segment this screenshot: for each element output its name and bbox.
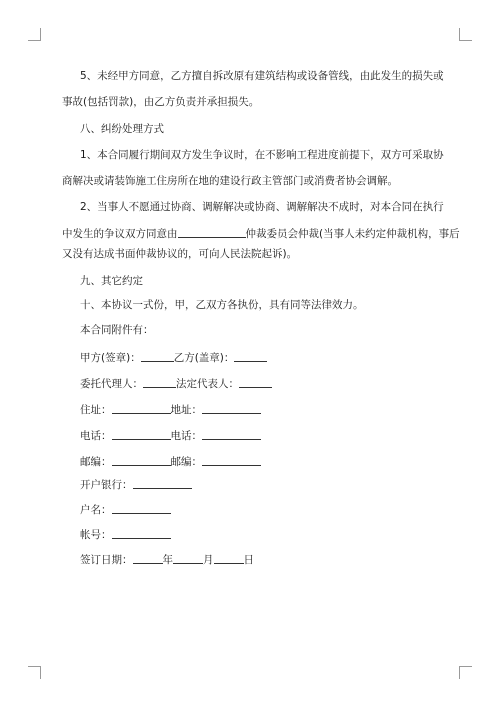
party-b-label: 乙方(盖章)： [173,352,235,364]
sign-date-row [80,552,254,567]
attachments-label: 本合同附件有： [80,324,154,336]
sign-date-label: 签订日期： [80,554,133,566]
agent-label: 委托代理人： [80,378,143,390]
day-blank[interactable] [214,552,244,564]
bank-blank[interactable] [133,477,192,489]
clause-8-2-line-3: 又没有达成书面仲裁协议的，可向人民法院起诉)。 [62,248,298,260]
month-label: 月 [203,554,214,566]
phone-label-b: 电话： [170,430,202,442]
clause-8-2-text-a: 中发生的争议双方同意由 [62,228,178,240]
section-9-title: 九、其它约定 [80,275,143,287]
phone-row [80,428,261,443]
clause-8-2-line-2 [62,226,460,241]
clause-8-1-line-2: 商解决或请装饰施工住房所在地的建设行政主管部门或消费者协会调解。 [62,175,398,187]
residence-label: 住址： [80,404,112,416]
postcode-label-b: 邮编： [170,456,202,468]
address-row [80,402,261,417]
account-no-label: 帐号： [80,529,112,541]
legal-rep-label: 法定代表人： [176,378,239,390]
address-label: 地址： [170,404,202,416]
clause-10: 十、本协议一式份，甲，乙双方各执份，具有同等法律效力。 [80,299,364,311]
postcode-blank-b[interactable] [202,454,261,466]
month-blank[interactable] [173,552,203,564]
crop-mark-top-right [459,28,472,41]
bank-label: 开户银行： [80,479,133,491]
year-label: 年 [162,554,173,566]
address-blank[interactable] [202,402,261,414]
clause-5-line-2: 事故(包括罚款)，由乙方负责并承担损失。 [62,96,260,108]
agent-blank[interactable] [143,376,176,388]
crop-mark-bottom-right [459,666,472,679]
clause-5-line-1: 5、未经甲方同意，乙方擅自拆改原有建筑结构或设备管线，由此发生的损失或 [80,70,444,82]
clause-8-2-text-b: 仲裁委员会仲裁(当事人未约定仲裁机构，事后 [245,228,460,240]
account-name-blank[interactable] [112,502,171,514]
bank-row [80,477,192,492]
party-a-label: 甲方(签章)： [80,352,141,364]
crop-mark-bottom-left [28,666,41,679]
phone-label-a: 电话： [80,430,112,442]
party-a-blank[interactable] [141,350,174,362]
account-name-row [80,502,171,517]
phone-blank-a[interactable] [112,428,171,440]
clause-8-2-line-1: 2、当事人不愿通过协商、调解解决或协商、调解解决不成时，对本合同在执行 [80,201,444,213]
year-blank[interactable] [133,552,163,564]
section-8-title: 八、纠纷处理方式 [80,123,164,135]
account-no-row [80,527,171,542]
postcode-row [80,454,261,469]
legal-rep-blank[interactable] [239,376,272,388]
party-b-blank[interactable] [234,350,267,362]
day-label: 日 [243,554,254,566]
postcode-blank-a[interactable] [112,454,171,466]
crop-mark-top-left [28,28,41,41]
arbitration-committee-blank[interactable] [178,226,246,238]
signature-row [80,350,267,365]
representative-row [80,376,272,391]
account-no-blank[interactable] [112,527,171,539]
phone-blank-b[interactable] [202,428,261,440]
residence-blank[interactable] [112,402,171,414]
clause-8-1-line-1: 1、本合同履行期间双方发生争议时，在不影响工程进度前提下，双方可采取协 [80,149,444,161]
postcode-label-a: 邮编： [80,456,112,468]
account-name-label: 户名： [80,504,112,516]
